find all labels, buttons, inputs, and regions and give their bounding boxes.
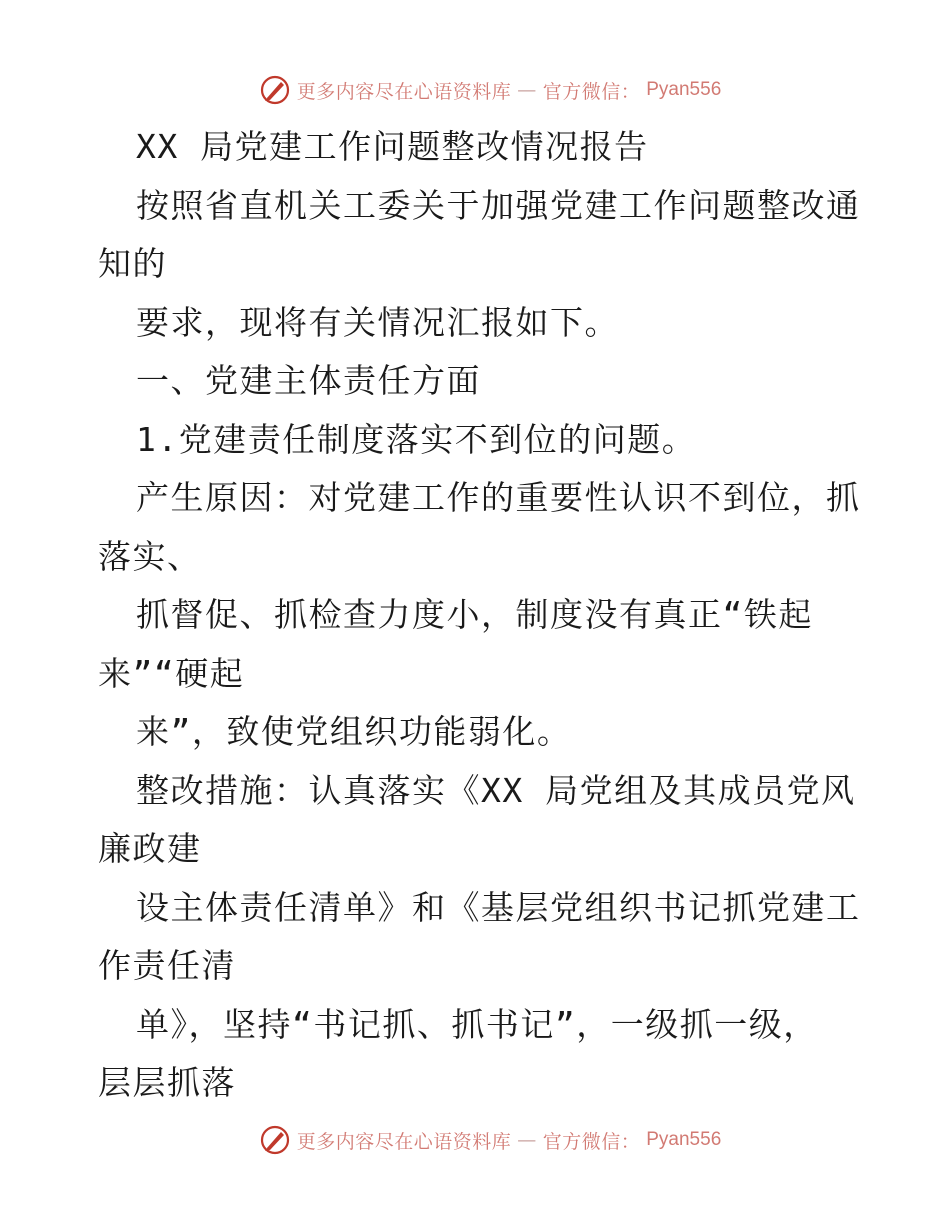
watermark-id: Pyan556 xyxy=(646,79,722,100)
header-watermark xyxy=(0,72,950,108)
document-line: 层层抓落 xyxy=(98,1063,236,1102)
watermark-label: 官方微信： xyxy=(542,80,641,103)
document-line: 来”，致使党组织功能弱化。 xyxy=(136,712,572,751)
document-line: 作责任清 xyxy=(98,946,236,985)
watermark-label: 官方微信： xyxy=(542,1130,641,1153)
document-line: 廉政建 xyxy=(98,829,202,868)
document-line: 一、党建主体责任方面 xyxy=(136,361,481,400)
watermark-id: Pyan556 xyxy=(646,1129,722,1150)
document-line: 产生原因：对党建工作的重要性认识不到位，抓 xyxy=(136,478,861,517)
document-line: 设主体责任清单》和《基层党组织书记抓党建工 xyxy=(136,887,861,927)
document-line: 1.党建责任制度落实不到位的问题。 xyxy=(136,419,697,459)
watermark-text: 更多内容尽在心语资料库 xyxy=(296,1130,512,1153)
footer-watermark xyxy=(0,1122,950,1158)
document-line: 抓督促、抓检查力度小，制度没有真正“铁起 xyxy=(136,595,813,634)
document-line: 落实、 xyxy=(98,536,202,576)
quill-pen-logo-icon xyxy=(259,74,291,106)
watermark-content xyxy=(259,74,722,106)
document-line: XX 局党建工作问题整改情况报告 xyxy=(136,127,649,166)
document-line: 整改措施：认真落实《XX 局党组及其成员党风 xyxy=(136,770,856,810)
document-line: 知的 xyxy=(98,244,167,283)
watermark-dash: — xyxy=(517,1129,537,1151)
document-line: 要求，现将有关情况汇报如下。 xyxy=(136,302,619,342)
document-body xyxy=(98,118,861,1113)
document-line: 按照省直机关工委关于加强党建工作问题整改通 xyxy=(136,185,861,225)
document-line: 单》，坚持“书记抓、抓书记”，一级抓一级， xyxy=(136,1004,818,1044)
quill-pen-logo-icon xyxy=(259,1124,291,1156)
watermark-dash: — xyxy=(517,79,537,101)
watermark-content xyxy=(259,1124,722,1156)
watermark-text: 更多内容尽在心语资料库 xyxy=(296,80,512,103)
document-line: 来”“硬起 xyxy=(98,653,245,693)
